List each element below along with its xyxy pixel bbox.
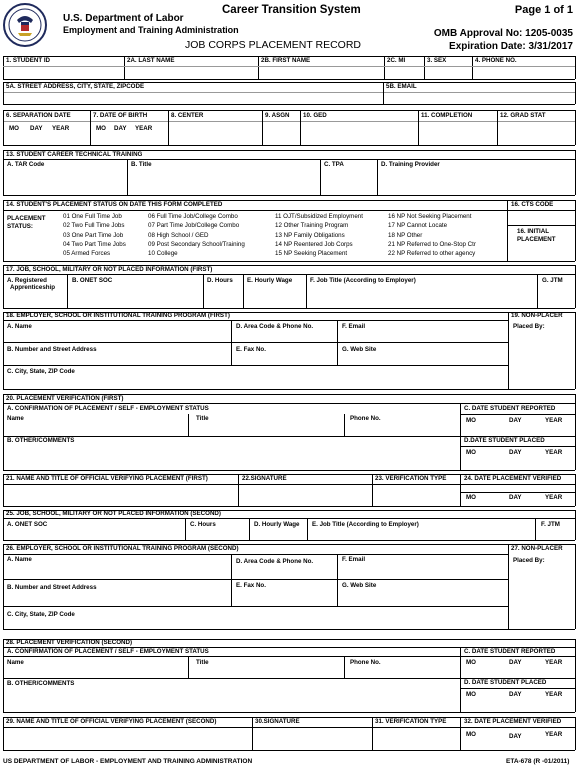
verified-year: YEAR bbox=[545, 494, 563, 501]
placed-by-label: Placed By: bbox=[513, 323, 545, 330]
dol-seal bbox=[3, 3, 47, 47]
sec14-title: 14. STUDENT'S PLACEMENT STATUS ON DATE THIS FORM COMPLETED bbox=[6, 201, 223, 208]
completion-field[interactable] bbox=[419, 122, 496, 144]
registered-label-1: A. Registered bbox=[7, 277, 47, 284]
wage-2-label: D. Hourly Wage bbox=[254, 521, 300, 528]
placement-status-option: 17 NP Cannot Locate bbox=[388, 222, 448, 230]
dol-seal-icon bbox=[3, 3, 47, 47]
verify-name-2-label: Name bbox=[7, 659, 24, 666]
dob-mo: MO bbox=[96, 125, 106, 132]
footer-right: ETA-678 (R -01/2011) bbox=[506, 758, 570, 765]
date-reported-2-label: C. DATE STUDENT REPORTED bbox=[464, 648, 556, 655]
placement-status-option: 04 Two Part Time Jobs bbox=[63, 240, 126, 248]
date-placed-label: D.DATE STUDENT PLACED bbox=[464, 437, 545, 444]
jtm-label: G. JTM bbox=[542, 277, 563, 284]
address-label: 5A. STREET ADDRESS, CITY, STATE, ZIPCODE bbox=[6, 83, 145, 90]
placement-status-option: 01 One Full Time Job bbox=[63, 213, 122, 220]
area-phone-label: D. Area Code & Phone No. bbox=[236, 323, 314, 330]
date-verified-label: 24. DATE PLACEMENT VERIFIED bbox=[464, 475, 562, 482]
city-2-label: C. City, State, ZIP Code bbox=[7, 611, 75, 618]
dob-day: DAY bbox=[114, 125, 127, 132]
verify-phone-2-label: Phone No. bbox=[350, 659, 381, 666]
onet-label: B. ONET SOC bbox=[72, 277, 113, 284]
first-name-label: 2B. FIRST NAME bbox=[261, 57, 311, 64]
training-title-label: B. Title bbox=[131, 161, 152, 168]
reported-2-day: DAY bbox=[509, 659, 522, 666]
sep-day: DAY bbox=[30, 125, 43, 132]
sec13-title: 13. STUDENT CAREER TECHNICAL TRAINING bbox=[6, 151, 143, 158]
fax-2-label: E. Fax No. bbox=[236, 582, 266, 589]
mi-field[interactable] bbox=[385, 67, 423, 78]
date-verified-2-label: 32. DATE PLACEMENT VERIFIED bbox=[464, 718, 562, 725]
placement-status-label-1: PLACEMENT bbox=[7, 215, 46, 222]
email-field[interactable] bbox=[384, 93, 574, 103]
asgn-label: 9. ASGN bbox=[265, 112, 290, 119]
placement-status-option: 02 Two Full Time Jobs bbox=[63, 222, 125, 230]
placed-day: DAY bbox=[509, 449, 522, 456]
reported-mo: MO bbox=[466, 417, 476, 424]
placed-2-year: YEAR bbox=[545, 691, 563, 698]
placement-status-option: 22 NP Referred to other agency bbox=[388, 250, 476, 258]
employer-name-2-label: A. Name bbox=[7, 556, 32, 563]
cts-code-label: 16. CTS CODE bbox=[511, 201, 554, 208]
sec28-title: 28. PLACEMENT VERIFICATION (SECOND) bbox=[6, 639, 133, 646]
initial-placement-label-2: PLACEMENT bbox=[517, 236, 556, 243]
other-comments-2-label: B. OTHER/COMMENTS bbox=[7, 680, 75, 687]
street-label: B. Number and Street Address bbox=[7, 346, 97, 353]
placed-2-day: DAY bbox=[509, 691, 522, 698]
employer-name-label: A. Name bbox=[7, 323, 32, 330]
training-provider-label: D. Training Provider bbox=[381, 161, 440, 168]
placed-year: YEAR bbox=[545, 449, 563, 456]
verif-type-2-label: 31. VERIFICATION TYPE bbox=[375, 718, 447, 725]
verified-2-mo: MO bbox=[466, 731, 476, 738]
placement-status-option: 10 College bbox=[148, 250, 178, 258]
tpa-label: C. TPA bbox=[324, 161, 344, 168]
verify-title-label: Title bbox=[196, 415, 209, 422]
student-id-label: 1. STUDENT ID bbox=[6, 57, 51, 64]
address-field[interactable] bbox=[4, 93, 382, 103]
last-name-field[interactable] bbox=[125, 67, 257, 78]
student-id-field[interactable] bbox=[4, 67, 123, 78]
center-label: 8. CENTER bbox=[171, 112, 204, 119]
wage-label: E. Hourly Wage bbox=[247, 277, 293, 284]
sec18-title: 18. EMPLOYER, SCHOOL OR INSTITUTIONAL TRAINING PROGRAM (FIRST) bbox=[6, 312, 230, 319]
reported-day: DAY bbox=[509, 417, 522, 424]
grad-stat-field[interactable] bbox=[498, 122, 574, 144]
date-placed-2-label: D. DATE STUDENT PLACED bbox=[464, 679, 547, 686]
website-label: G. Web Site bbox=[342, 346, 377, 353]
sep-year: YEAR bbox=[52, 125, 70, 132]
verified-mo: MO bbox=[466, 494, 476, 501]
placement-status-option: 14 NP Reentered Job Corps bbox=[275, 240, 353, 248]
placement-status-option: 13 NP Family Obligations bbox=[275, 231, 345, 239]
expiration-date: Expiration Date: 3/31/2017 bbox=[449, 41, 573, 52]
verified-day: DAY bbox=[509, 494, 522, 501]
sep-mo: MO bbox=[9, 125, 19, 132]
placement-status-option: 06 Full Time Job/College Combo bbox=[148, 213, 238, 220]
signature-2-label: 30.SIGNATURE bbox=[255, 718, 300, 725]
placement-status-option: 18 NP Other bbox=[388, 231, 423, 239]
employer-email-2-label: F. Email bbox=[342, 556, 366, 563]
email-label: 5B. EMAIL bbox=[386, 83, 417, 90]
placement-status-option: 05 Armed Forces bbox=[63, 250, 111, 258]
confirm-2-label: A. CONFIRMATION OF PLACEMENT / SELF - EMPLOYMENT STATUS bbox=[7, 648, 209, 655]
completion-label: 11. COMPLETION bbox=[421, 112, 473, 119]
grad-stat-label: 12. GRAD STAT bbox=[500, 112, 546, 119]
street-2-label: B. Number and Street Address bbox=[7, 584, 97, 591]
confirm-label: A. CONFIRMATION OF PLACEMENT / SELF - EMPLOYMENT STATUS bbox=[7, 405, 209, 412]
form-title: JOB CORPS PLACEMENT RECORD bbox=[185, 39, 362, 51]
mi-label: 2C. MI bbox=[387, 57, 406, 64]
placement-status-option: 15 NP Seeking Placement bbox=[275, 250, 348, 258]
reported-2-mo: MO bbox=[466, 659, 476, 666]
hours-2-label: C. Hours bbox=[190, 521, 216, 528]
verified-2-day: DAY bbox=[509, 733, 522, 740]
jtm-2-label: F. JTM bbox=[541, 521, 560, 528]
placement-status-option: 09 Post Secondary School/Training bbox=[148, 240, 245, 248]
asgn-field[interactable] bbox=[263, 122, 299, 144]
onet-2-label: A. ONET SOC bbox=[7, 521, 48, 528]
system-title: Career Transition System bbox=[222, 4, 361, 16]
job-title-2-label: E. Job Title (According to Employer) bbox=[312, 521, 419, 528]
official-label: 21. NAME AND TITLE OF OFFICIAL VERIFYING PLACEMENT (FIRST) bbox=[6, 475, 208, 482]
page-info: Page 1 of 1 bbox=[514, 4, 573, 16]
placement-status-option: 16 NP Not Seeking Placement bbox=[388, 213, 472, 220]
ged-field[interactable] bbox=[301, 122, 417, 144]
sex-label: 3. SEX bbox=[427, 57, 447, 64]
hours-label: D. Hours bbox=[207, 277, 233, 284]
dept-line-2: Employment and Training Administration bbox=[63, 25, 239, 35]
other-comments-label: B. OTHER/COMMENTS bbox=[7, 437, 75, 444]
placement-status-option: 08 High School / GED bbox=[148, 231, 209, 239]
city-label: C. City, State, ZIP Code bbox=[7, 368, 75, 375]
official-2-label: 29. NAME AND TITLE OF OFFICIAL VERIFYING PLACEMENT (SECOND) bbox=[6, 718, 217, 725]
fax-label: E. Fax No. bbox=[236, 346, 266, 353]
phone-label: 4. PHONE NO. bbox=[475, 57, 517, 64]
date-reported-label: C. DATE STUDENT REPORTED bbox=[464, 405, 556, 412]
placed-mo: MO bbox=[466, 449, 476, 456]
tar-code-label: A. TAR Code bbox=[7, 161, 45, 168]
registered-label-2: Apprenticeship bbox=[10, 284, 56, 291]
first-name-field[interactable] bbox=[259, 67, 383, 78]
placement-status-option: 12 Other Training Program bbox=[275, 222, 349, 230]
non-placer-label: 19. NON-PLACER bbox=[511, 312, 563, 319]
verify-title-2-label: Title bbox=[196, 659, 209, 666]
sec25-title: 25. JOB, SCHOOL, MILITARY OR NOT PLACED INFORMATION (SECOND) bbox=[6, 510, 221, 517]
placed-by-2-label: Placed By: bbox=[513, 557, 545, 564]
phone-field[interactable] bbox=[473, 67, 574, 78]
reported-year: YEAR bbox=[545, 417, 563, 424]
reported-2-year: YEAR bbox=[545, 659, 563, 666]
placement-status-label-2: STATUS: bbox=[7, 223, 33, 230]
footer-left: US DEPARTMENT OF LABOR - EMPLOYMENT AND TRAINING ADMINISTRATION bbox=[3, 758, 253, 765]
job-title-label: F. Job Title (According to Employer) bbox=[310, 277, 416, 284]
sec26-title: 26. EMPLOYER, SCHOOL OR INSTITUTIONAL TRAINING PROGRAM (SECOND) bbox=[6, 545, 239, 552]
placement-status-option: 03 One Part Time Job bbox=[63, 231, 124, 239]
website-2-label: G. Web Site bbox=[342, 582, 377, 589]
omb-approval: OMB Approval No: 1205-0035 bbox=[433, 28, 573, 39]
ged-label: 10. GED bbox=[303, 112, 327, 119]
initial-placement-label-1: 16. INITIAL bbox=[517, 228, 549, 235]
verify-name-label: Name bbox=[7, 415, 24, 422]
dept-line-1: U.S. Department of Labor bbox=[63, 13, 184, 24]
placement-status-option: 21 NP Referred to One-Stop Ctr bbox=[388, 240, 476, 248]
sec17-title: 17. JOB, SCHOOL, MILITARY OR NOT PLACED INFORMATION (FIRST) bbox=[6, 266, 213, 273]
placed-2-mo: MO bbox=[466, 691, 476, 698]
employer-email-label: F. Email bbox=[342, 323, 366, 330]
center-field[interactable] bbox=[169, 122, 261, 144]
dob-year: YEAR bbox=[135, 125, 153, 132]
sex-field[interactable] bbox=[425, 67, 471, 78]
verif-type-label: 23. VERIFICATION TYPE bbox=[375, 475, 447, 482]
dob-label: 7. DATE OF BIRTH bbox=[93, 112, 148, 119]
verify-phone-label: Phone No. bbox=[350, 415, 381, 422]
area-phone-2-label: D. Area Code & Phone No. bbox=[236, 558, 314, 565]
non-placer-2-label: 27. NON-PLACER bbox=[511, 545, 563, 552]
placement-status-option: 07 Part Time Job/College Combo bbox=[148, 222, 240, 230]
verified-2-year: YEAR bbox=[545, 731, 563, 738]
separation-date-label: 6. SEPARATION DATE bbox=[6, 112, 71, 119]
last-name-label: 2A. LAST NAME bbox=[127, 57, 175, 64]
signature-label: 22.SIGNATURE bbox=[242, 475, 287, 482]
sec20-title: 20. PLACEMENT VERIFICATION (FIRST) bbox=[6, 395, 124, 402]
placement-status-option: 11 OJT/Subsidized Employment bbox=[275, 213, 363, 220]
